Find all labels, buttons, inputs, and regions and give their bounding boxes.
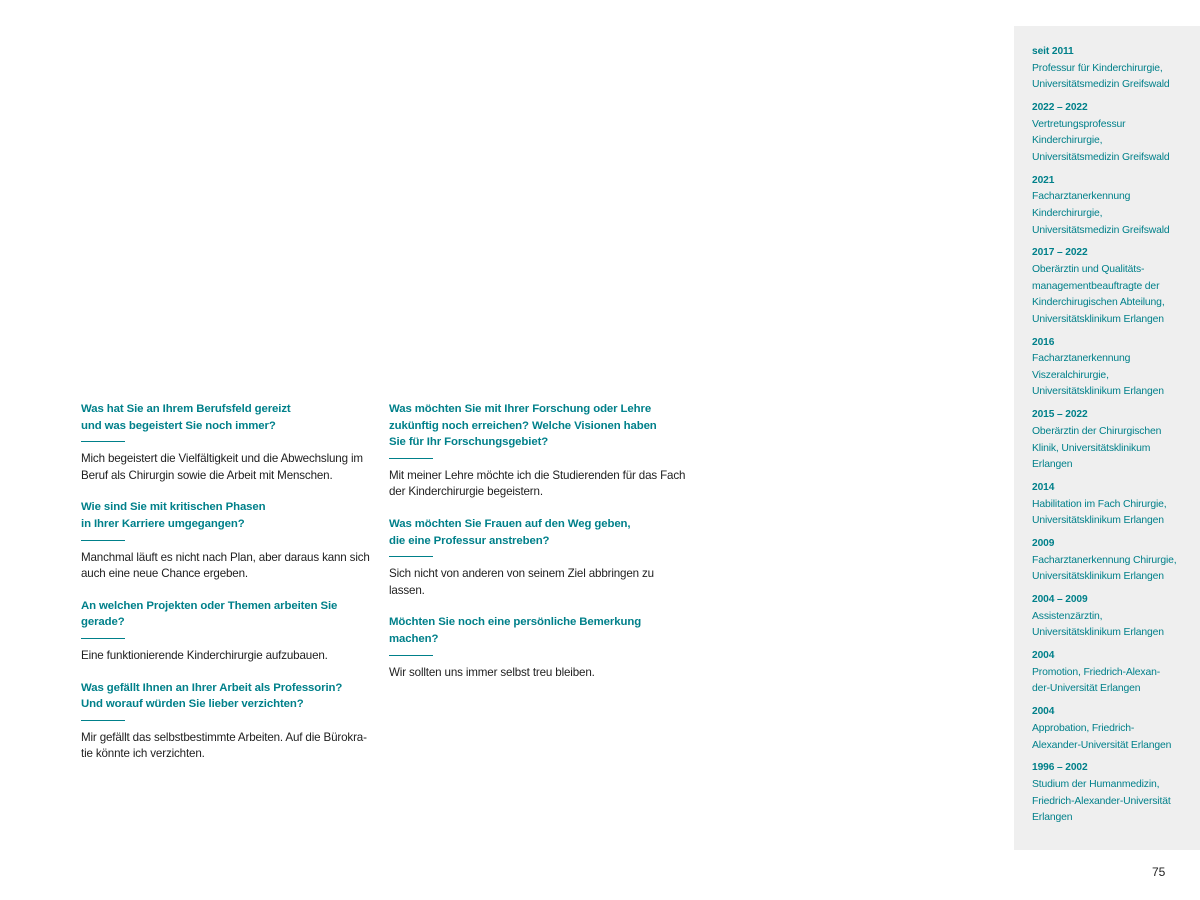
cv-entry (1032, 407, 1198, 473)
cv-year: 2014 (1032, 482, 1055, 494)
cv-sidebar (1014, 26, 1200, 850)
divider-rule (389, 655, 433, 656)
page-number: 75 (1152, 865, 1166, 879)
interview-answer: Mich begeistert die Vielfältigkeit und die Abwechslung im Beruf als Chirurgin sowie die Arbeit mit Menschen. (81, 452, 363, 482)
cv-year: 2009 (1032, 538, 1055, 550)
cv-description: Facharztanerkennung Viszeralchirurgie, Universitätsklinikum Erlangen (1032, 353, 1164, 398)
cv-year: 1996 – 2002 (1032, 762, 1088, 774)
cv-entry (1032, 536, 1198, 586)
qa-block (81, 598, 381, 665)
cv-description: Professur für Kinderchirurgie, Universitätsmedizin Greifswald (1032, 62, 1170, 91)
qa-block (81, 401, 381, 484)
interview-question: An welchen Projekten oder Themen arbeiten Sie gerade? (81, 599, 338, 629)
cv-entry (1032, 704, 1198, 754)
cv-entry (1032, 335, 1198, 401)
divider-rule (389, 556, 433, 557)
cv-description: Habilitation im Fach Chirurgie, Universitätsklinikum Erlangen (1032, 498, 1167, 527)
qa-block (389, 516, 689, 599)
cv-entry (1032, 245, 1198, 328)
cv-description: Assistenzärztin, Universitätsklinikum Erlangen (1032, 610, 1164, 639)
interview-column-right (389, 401, 689, 696)
cv-year: 2022 – 2022 (1032, 102, 1088, 114)
cv-entry (1032, 648, 1198, 698)
interview-column-left (81, 401, 381, 778)
cv-year: 2021 (1032, 174, 1055, 186)
cv-year: 2017 – 2022 (1032, 247, 1088, 259)
interview-answer: Wir sollten uns immer selbst treu bleiben. (389, 665, 595, 679)
qa-block (81, 499, 381, 582)
cv-description: Oberärztin der Chirurgischen Klinik, Universitätsklinikum Erlangen (1032, 425, 1162, 471)
interview-answer: Mir gefällt das selbstbestimmte Arbeiten. Auf die Bürokra- tie könnte ich verzichten. (81, 730, 367, 761)
cv-description: Facharztanerkennung Chirurgie, Universitätsklinikum Erlangen (1032, 554, 1177, 583)
cv-entry (1032, 760, 1198, 826)
cv-description: Vertretungsprofessur Kinderchirurgie, Universitätsmedizin Greifswald (1032, 118, 1170, 163)
divider-rule (389, 458, 433, 459)
divider-rule (81, 441, 125, 442)
cv-description: Facharztanerkennung Kinderchirurgie, Universitätsmedizin Greifswald (1032, 191, 1170, 236)
cv-description: Approbation, Friedrich- Alexander-Universität Erlangen (1032, 722, 1172, 751)
qa-block (389, 614, 689, 681)
cv-timeline (1032, 44, 1198, 833)
cv-description: Studium der Humanmedizin, Friedrich-Alexander-Universität Erlangen (1032, 779, 1171, 824)
cv-year: 2004 (1032, 650, 1055, 662)
cv-entry (1032, 592, 1198, 642)
interview-question: Wie sind Sie mit kritischen Phasen in Ihrer Karriere umgegangen? (81, 501, 266, 530)
cv-entry (1032, 480, 1198, 530)
cv-description: Promotion, Friedrich-Alexan- der-Universität Erlangen (1032, 666, 1161, 695)
divider-rule (81, 638, 125, 639)
interview-answer: Manchmal läuft es nicht nach Plan, aber daraus kann sich auch eine neue Chance ergeben. (81, 550, 370, 581)
interview-answer: Sich nicht von anderen von seinem Ziel abbringen zu lassen. (389, 567, 654, 597)
interview-question: Was gefällt Ihnen an Ihrer Arbeit als Professorin? Und worauf würden Sie lieber verzichten? (81, 681, 343, 711)
cv-entry (1032, 100, 1198, 166)
interview-question: Was möchten Sie Frauen auf den Weg geben, die eine Professur anstreben? (389, 517, 631, 547)
interview-answer: Mit meiner Lehre möchte ich die Studierenden für das Fach der Kinderchirurgie begeistern. (389, 468, 686, 499)
qa-block (81, 680, 381, 763)
qa-block (389, 401, 689, 501)
divider-rule (81, 540, 125, 541)
cv-year: seit 2011 (1032, 46, 1074, 57)
interview-question: Was möchten Sie mit Ihrer Forschung oder Lehre zukünftig noch erreichen? Welche Visionen haben Sie für Ihr Forschungsgebiet? (389, 403, 657, 449)
interview-question: Möchten Sie noch eine persönliche Bemerkung machen? (389, 616, 642, 645)
interview-answer: Eine funktionierende Kinderchirurgie aufzubauen. (81, 648, 328, 662)
cv-entry (1032, 173, 1198, 239)
cv-year: 2015 – 2022 (1032, 409, 1088, 421)
divider-rule (81, 720, 125, 721)
interview-question: Was hat Sie an Ihrem Berufsfeld gereizt und was begeistert Sie noch immer? (81, 403, 291, 432)
cv-year: 2004 – 2009 (1032, 594, 1088, 606)
cv-entry (1032, 44, 1198, 94)
cv-description: Oberärztin und Qualitäts- managementbeauftragte der Kinderchirugischen Abteilung, Universitätsklinikum Erlangen (1032, 264, 1165, 325)
cv-year: 2004 (1032, 706, 1055, 718)
cv-year: 2016 (1032, 336, 1055, 348)
